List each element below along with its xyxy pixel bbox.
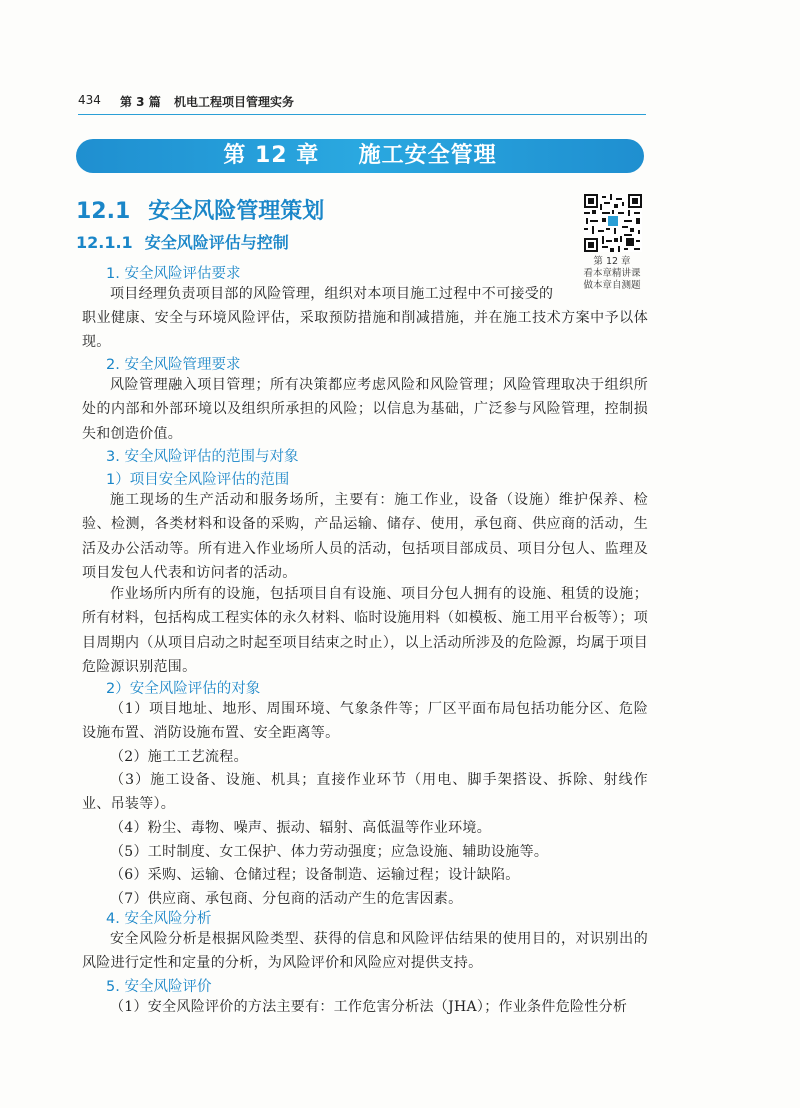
list-item: （2）施工工艺流程。 [110,749,248,765]
paragraph-risk-evaluation: （1）安全风险评价的方法主要有：工作危害分析法（JHA）；作业条件危险性分析 [110,999,628,1015]
paragraph-scope-2: 作业场所内所有的设施，包括项目自有设施、项目分包人拥有的设施、租赁的设施；所有材料，包括构成工程实体的永久材料、临时设施用料（如模板、施工用平台板等）；项目周期内（从项目启动之时起至项目结束之时止），以上活动所涉及的危险源，均属于项目危险源识别范围。 [82,586,648,675]
qr-caption-line3: 做本章自测题 [583,280,641,291]
heading-scope-and-objects: 3. 安全风险评估的范围与对象 [106,449,299,465]
qr-caption-line1: 第 12 章 [593,256,631,267]
paragraph-assessment-rest: 职业健康、安全与环境风险评估，采取预防措施和削减措施，并在施工技术方案中予以体现。 [82,310,648,351]
paragraph-assessment-line1: 项目经理负责项目部的风险管理，组织对本项目施工过程中不可接受的 [110,286,554,302]
chapter-number: 第 12 章 [223,143,320,168]
list-item: （7）供应商、承包商、分包商的活动产生的危害因素。 [110,891,463,907]
list-item: （3）施工设备、设施、机具；直接作业环节（用电、脚手架搭设、拆除、射线作业、吊装等）。 [82,772,648,813]
list-item: （6）采购、运输、仓储过程；设备制造、运输过程；设计缺陷。 [110,867,520,883]
qr-caption-line2: 看本章精讲课 [583,268,641,279]
page-number: 434 [78,93,101,107]
qr-caption [570,256,654,292]
heading-scope: 1）项目安全风险评估的范围 [106,472,290,488]
heading-risk-analysis: 4. 安全风险分析 [106,911,212,927]
chapter-title: 施工安全管理 [358,143,497,168]
qr-code-icon[interactable] [584,194,642,252]
paragraph-management-requirements: 风险管理融入项目管理；所有决策都应考虑风险和风险管理；风险管理取决于组织所处的内部和外部环境以及组织所承担的风险；以信息为基础，广泛参与风险管理，控制损失和创造价值。 [82,377,648,442]
subsection-number: 12.1.1 [76,233,133,252]
list-item: （1）项目地址、地形、周围环境、气象条件等；厂区平面布局包括功能分区、危险设施布置、消防设施布置、安全距离等。 [82,701,648,742]
heading-management-requirements: 2. 安全风险管理要求 [106,357,241,373]
section-number: 12.1 [76,199,131,224]
section-heading [76,194,324,225]
section-title: 安全风险管理策划 [148,199,325,224]
paragraph-scope-1: 施工现场的生产活动和服务场所，主要有：施工作业，设备（设施）维护保养、检验、检测，各类材料和设备的采购，产品运输、储存、使用，承包商、供应商的活动，生活及办公活动等。所有进入作业场所人员的活动，包括项目部成员、项目分包人、监理及项目发包人代表和访问者的活动。 [82,492,648,581]
paragraph-risk-analysis: 安全风险分析是根据风险类型、获得的信息和风险评估结果的使用目的，对识别出的风险进行定性和定量的分析，为风险评价和风险应对提供支持。 [82,931,648,972]
chapter-banner [76,139,644,173]
part-label: 第 3 篇 [120,95,161,109]
page-header [78,90,646,115]
heading-objects: 2）安全风险评估的对象 [106,681,261,697]
subsection-title: 安全风险评估与控制 [144,233,289,252]
heading-assessment-requirements: 1. 安全风险评估要求 [106,266,241,282]
book-title: 机电工程项目管理实务 [174,95,295,109]
heading-risk-evaluation: 5. 安全风险评价 [106,979,212,995]
list-item: （5）工时制度、女工保护、体力劳动强度；应急设施、辅助设施等。 [110,844,549,860]
list-item: （4）粉尘、毒物、噪声、振动、辐射、高低温等作业环境。 [110,820,492,836]
subsection-heading [76,230,289,253]
